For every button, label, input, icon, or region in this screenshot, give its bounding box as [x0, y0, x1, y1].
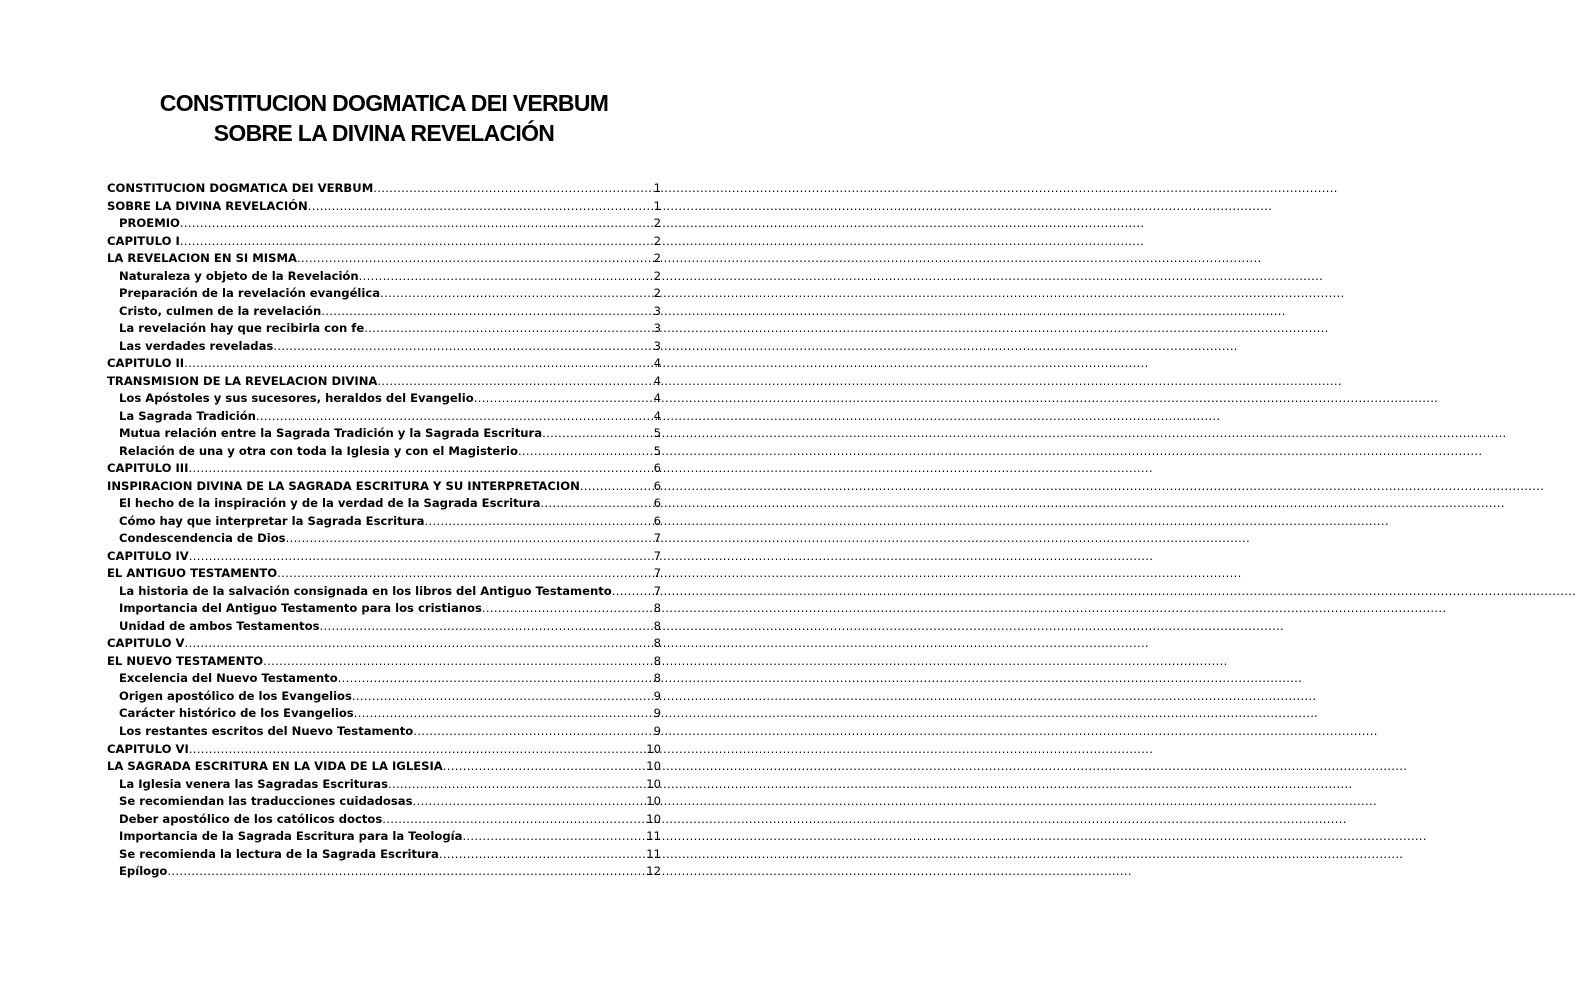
toc-page-number: 10: [646, 794, 661, 809]
toc-page-number: 7: [653, 531, 661, 546]
toc-entry-label: Importancia del Antiguo Testamento para los cristianos: [119, 601, 482, 616]
toc-entry[interactable]: [107, 373, 661, 391]
dot-leader: [184, 635, 651, 653]
toc-page-number: 2: [653, 233, 661, 248]
dot-leader: [542, 425, 652, 443]
dot-leader: [308, 198, 652, 216]
toc-subentry[interactable]: [107, 618, 661, 636]
dot-leader: [321, 303, 651, 321]
dot-leader: [184, 355, 652, 373]
toc-page-number: 8: [653, 671, 661, 686]
toc-entry[interactable]: [107, 758, 661, 776]
toc-subentry[interactable]: [107, 390, 661, 408]
toc-page-number: 11: [646, 846, 661, 861]
toc-entry-label: Carácter histórico de los Evangelios: [119, 706, 354, 721]
toc-page-number: 6: [653, 461, 661, 476]
toc-entry-label: LA SAGRADA ESCRITURA EN LA VIDA DE LA IGLESIA: [107, 759, 443, 774]
toc-page-number: 11: [646, 829, 661, 844]
dot-leader: [189, 741, 644, 759]
dot-leader: [462, 828, 644, 846]
toc-page-number: 8: [653, 653, 661, 668]
dot-leader: [338, 670, 652, 688]
toc-entry-label: PROEMIO: [119, 216, 180, 231]
dot-leader: [273, 338, 651, 356]
dot-leader: [354, 705, 652, 723]
toc-entry-label: CONSTITUCION DOGMATICA DEI VERBUM: [107, 181, 374, 195]
toc-subentry[interactable]: [107, 338, 661, 356]
toc-page-number: 4: [653, 408, 661, 423]
dot-leader: [382, 811, 644, 829]
toc-entry-label: INSPIRACION DIVINA DE LA SAGRADA ESCRITURA Y SU INTERPRETACION: [107, 478, 580, 493]
dot-leader: [167, 863, 644, 881]
toc-subentry[interactable]: [107, 846, 661, 864]
toc-entry-label: EL ANTIGUO TESTAMENTO: [107, 566, 278, 581]
toc-subentry[interactable]: [107, 285, 661, 303]
toc-entry-label: La historia de la salvación consignada en los libros del Antiguo Testamento: [119, 583, 612, 598]
toc-subentry[interactable]: [107, 723, 661, 741]
toc-entry-label: Excelencia del Nuevo Testamento: [119, 671, 338, 686]
toc-entry-label: La Iglesia venera las Sagradas Escrituras: [119, 776, 388, 791]
toc-subentry[interactable]: [107, 268, 661, 286]
dot-leader: [286, 530, 652, 548]
toc-subentry[interactable]: [107, 688, 661, 706]
toc-page-number: 6: [653, 496, 661, 511]
toc-page-number: 3: [653, 303, 661, 318]
dot-leader: [413, 723, 651, 741]
toc-entry-label: Epílogo: [119, 864, 168, 879]
toc-entry-label: TRANSMISION DE LA REVELACION DIVINA: [107, 373, 378, 388]
dot-leader: [377, 373, 651, 391]
dot-leader: [297, 250, 652, 268]
toc-entry-label: Cómo hay que interpretar la Sagrada Escritura: [119, 513, 425, 528]
toc-entry-label: CAPITULO V: [107, 636, 185, 651]
toc-entry-label: Los Apóstoles y sus sucesores, heraldos del Evangelio: [119, 391, 474, 406]
dot-leader: [352, 688, 652, 706]
toc-entry-label: Deber apostólico de los católicos doctos: [119, 811, 383, 826]
dot-leader: [188, 460, 651, 478]
toc-entry[interactable]: [107, 460, 661, 478]
toc-page-number: 10: [646, 811, 661, 826]
toc-subentry[interactable]: [107, 705, 661, 723]
dot-leader: [388, 776, 644, 794]
toc-entry-label: Se recomiendan las traducciones cuidadosas: [119, 794, 413, 809]
toc-subentry[interactable]: [107, 425, 661, 443]
dot-leader: [439, 846, 644, 864]
toc-page-number: 7: [653, 566, 661, 581]
toc-subentry[interactable]: [107, 320, 661, 338]
toc-page-number: 3: [653, 338, 661, 353]
dot-leader: [412, 793, 644, 811]
toc-page-number: 8: [653, 618, 661, 633]
toc-subentry[interactable]: [107, 811, 661, 829]
toc-entry-label: CAPITULO II: [107, 356, 185, 371]
toc-entry[interactable]: [107, 653, 661, 671]
toc-entry[interactable]: [107, 635, 661, 653]
toc-subentry[interactable]: [107, 670, 661, 688]
toc-entry[interactable]: [107, 741, 661, 759]
toc-entry-label: Los restantes escritos del Nuevo Testamento: [119, 723, 414, 738]
toc-subentry[interactable]: [107, 408, 661, 426]
toc-subentry[interactable]: [107, 793, 661, 811]
toc-entry-label: CAPITULO VI: [107, 741, 189, 756]
dot-leader: [364, 320, 651, 338]
toc-page-number: 9: [653, 706, 661, 721]
toc-page-number: 1: [653, 198, 661, 213]
toc-subentry[interactable]: [107, 776, 661, 794]
toc-entry[interactable]: [107, 565, 661, 583]
toc-entry-label: Origen apostólico de los Evangelios: [119, 688, 352, 703]
toc-page-number: 7: [653, 548, 661, 563]
toc-entry-label: Condescendencia de Dios: [119, 531, 286, 546]
toc-entry[interactable]: [107, 548, 661, 566]
dot-leader: [518, 443, 652, 461]
toc-entry-label: Importancia de la Sagrada Escritura para la Teología: [119, 829, 463, 844]
toc-page-number: 2: [653, 251, 661, 266]
toc-subentry[interactable]: [107, 513, 661, 531]
dot-leader: [540, 495, 651, 513]
toc-subentry[interactable]: [107, 303, 661, 321]
toc-entry-label: Relación de una y otra con toda la Iglesia y con el Magisterio: [119, 443, 518, 458]
toc-entry[interactable]: [107, 198, 661, 216]
toc-entry-label: LA REVELACION EN SI MISMA: [107, 251, 297, 266]
toc-subentry[interactable]: [107, 443, 661, 461]
toc-page-number: 5: [653, 426, 661, 441]
dot-leader: [180, 215, 652, 233]
toc-entry[interactable]: [107, 180, 661, 198]
toc-entry-label: CAPITULO IV: [107, 548, 189, 563]
toc-page-number: 3: [653, 321, 661, 336]
dot-leader: [443, 758, 644, 776]
title-line-2: SOBRE LA DIVINA REVELACIÓN: [213, 120, 555, 146]
toc-page-number: 2: [653, 216, 661, 231]
toc-page-number: 6: [653, 513, 661, 528]
title-line-1: CONSTITUCION DOGMATICA DEI VERBUM: [159, 90, 609, 116]
toc-entry-label: Cristo, culmen de la revelación: [119, 303, 322, 318]
dot-leader: [474, 390, 652, 408]
toc-page-number: 1: [653, 181, 661, 195]
dot-leader: [482, 600, 652, 618]
toc-page-number: 4: [653, 391, 661, 406]
toc-entry-label: EL NUEVO TESTAMENTO: [107, 653, 264, 668]
dot-leader: [580, 478, 652, 496]
dot-leader: [263, 653, 651, 671]
toc-subentry[interactable]: [107, 530, 661, 548]
toc-entry-label: Las verdades reveladas: [119, 338, 274, 353]
table-of-contents: [107, 180, 661, 881]
toc-subentry[interactable]: [107, 863, 661, 881]
toc-entry-label: Se recomienda la lectura de la Sagrada Escritura: [119, 846, 439, 861]
toc-page-number: 4: [653, 373, 661, 388]
toc-subentry[interactable]: [107, 828, 661, 846]
dot-leader: [320, 618, 652, 636]
toc-entry-label: Naturaleza y objeto de la Revelación: [119, 268, 359, 283]
toc-page-number: 12: [646, 864, 661, 879]
toc-page-number: 6: [653, 478, 661, 493]
toc-entry-label: Mutua relación entre la Sagrada Tradición y la Sagrada Escritura: [119, 426, 543, 441]
toc-entry-label: La revelación hay que recibirla con fe: [119, 321, 365, 336]
toc-entry-label: Unidad de ambos Testamentos: [119, 618, 320, 633]
toc-subentry[interactable]: [107, 600, 661, 618]
dot-leader: [380, 285, 652, 303]
dot-leader: [189, 548, 652, 566]
toc-entry-label: SOBRE LA DIVINA REVELACIÓN: [107, 198, 308, 213]
toc-entry-label: CAPITULO I: [107, 233, 180, 248]
toc-page-number: 2: [653, 268, 661, 283]
toc-entry-label: Preparación de la revelación evangélica: [119, 286, 381, 301]
toc-page-number: 2: [653, 286, 661, 301]
toc-subentry[interactable]: [107, 583, 661, 601]
toc-entry[interactable]: [107, 478, 661, 496]
toc-entry[interactable]: [107, 233, 661, 251]
toc-page-number: 9: [653, 723, 661, 738]
toc-page-number: 9: [653, 688, 661, 703]
dot-leader: [256, 408, 652, 426]
document-title: [0, 88, 768, 148]
toc-subentry[interactable]: [107, 495, 661, 513]
dot-leader: [359, 268, 652, 286]
dot-leader: [424, 513, 651, 531]
toc-page-number: 10: [646, 759, 661, 774]
toc-page-number: 4: [653, 356, 661, 371]
toc-page-number: 10: [646, 741, 661, 756]
toc-subentry[interactable]: [107, 215, 661, 233]
toc-page-number: 7: [653, 583, 661, 598]
toc-entry-label: CAPITULO III: [107, 461, 189, 476]
document-page: [0, 0, 768, 994]
toc-page-number: 5: [653, 443, 661, 458]
toc-entry-label: La Sagrada Tradición: [119, 408, 256, 423]
toc-entry[interactable]: [107, 250, 661, 268]
dot-leader: [612, 583, 652, 601]
toc-page-number: 8: [653, 636, 661, 651]
toc-page-number: 10: [646, 776, 661, 791]
dot-leader: [277, 565, 651, 583]
dot-leader: [373, 180, 651, 198]
toc-entry[interactable]: [107, 355, 661, 373]
toc-page-number: 8: [653, 601, 661, 616]
toc-entry-label: El hecho de la inspiración y de la verdad de la Sagrada Escritura: [119, 496, 541, 511]
dot-leader: [180, 233, 652, 251]
